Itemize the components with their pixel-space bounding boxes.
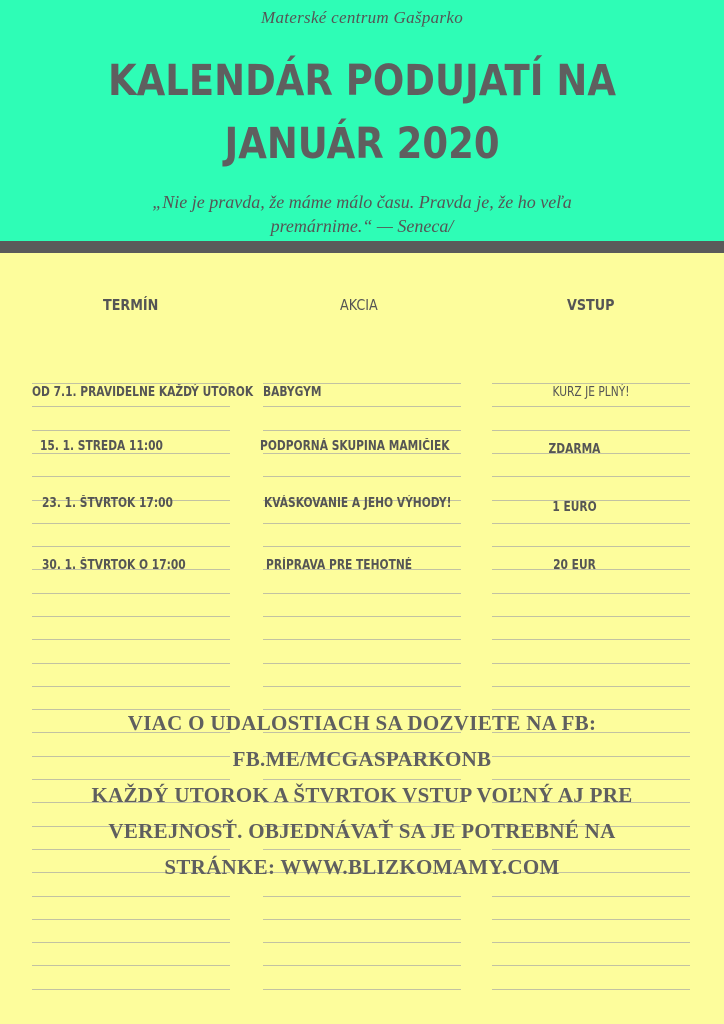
- row-2-term: 15. 1. STREDA 11:00: [40, 439, 163, 454]
- column-header-entry: VSTUP: [567, 296, 615, 314]
- ruled-line: [263, 406, 461, 407]
- ruled-line: [492, 989, 690, 990]
- ruled-line: [492, 546, 690, 547]
- ruled-line: [492, 430, 690, 431]
- ruled-line: [263, 686, 461, 687]
- ruled-line: [492, 383, 690, 384]
- quote-line-1: „Nie je pravda, že máme málo času. Pravda je, že ho veľa: [152, 192, 572, 212]
- ruled-line: [32, 639, 230, 640]
- ruled-line: [492, 593, 690, 594]
- ruled-line: [32, 919, 230, 920]
- footer-line-4: VEREJNOSŤ. OBJEDNÁVAŤ SA JE POTREBNÉ NA: [108, 819, 616, 843]
- ruled-line: [32, 406, 230, 407]
- row-1-event: BABYGYM: [263, 385, 322, 400]
- header-divider: [0, 241, 724, 253]
- ruled-line: [32, 523, 230, 524]
- ruled-line: [263, 663, 461, 664]
- title-line-2: JANUÁR 2020: [224, 119, 500, 169]
- ruled-line: [263, 476, 461, 477]
- row-3-event: KVÁSKOVANIE A JEHO VÝHODY!: [264, 496, 452, 511]
- ruled-line: [32, 383, 230, 384]
- ruled-line: [263, 896, 461, 897]
- ruled-line: [263, 965, 461, 966]
- title-line-1: KALENDÁR PODUJATÍ NA: [108, 56, 616, 106]
- ruled-line: [32, 593, 230, 594]
- ruled-line: [32, 896, 230, 897]
- footer-line-2: FB.ME/MCGASPARKONB: [232, 747, 492, 771]
- ruled-line: [492, 896, 690, 897]
- ruled-line: [263, 942, 461, 943]
- ruled-line: [492, 523, 690, 524]
- ruled-line: [32, 942, 230, 943]
- ruled-line: [32, 663, 230, 664]
- ruled-line: [492, 406, 690, 407]
- header-banner: [0, 0, 724, 241]
- ruled-line: [263, 639, 461, 640]
- ruled-line: [263, 383, 461, 384]
- ruled-line: [492, 919, 690, 920]
- ruled-line: [492, 616, 690, 617]
- ruled-line: [492, 965, 690, 966]
- row-4-event: PRÍPRAVA PRE TEHOTNÉ: [266, 558, 413, 573]
- ruled-line: [32, 430, 230, 431]
- organization-name: Materské centrum Gašparko: [260, 8, 463, 27]
- ruled-line: [263, 616, 461, 617]
- ruled-line: [263, 546, 461, 547]
- ruled-line: [32, 686, 230, 687]
- row-1-entry: KURZ JE PLNÝ!: [552, 385, 630, 400]
- ruled-line: [492, 686, 690, 687]
- ruled-line: [263, 919, 461, 920]
- footer-line-5: STRÁNKE: WWW.BLIZKOMAMY.COM: [164, 855, 560, 879]
- column-header-term: TERMÍN: [103, 296, 159, 314]
- ruled-line: [32, 965, 230, 966]
- row-3-entry: 1 EURO: [552, 500, 597, 515]
- row-2-event: PODPORNÁ SKUPINA MAMIČIEK: [260, 439, 450, 454]
- ruled-line: [263, 989, 461, 990]
- ruled-line: [32, 546, 230, 547]
- ruled-line: [492, 942, 690, 943]
- row-2-entry: ZDARMA: [548, 442, 601, 457]
- ruled-line: [263, 523, 461, 524]
- page-title: [51, 50, 674, 176]
- ruled-line: [32, 616, 230, 617]
- ruled-line: [492, 663, 690, 664]
- quote-line-2: premárnime.“ — Seneca/: [270, 216, 454, 236]
- column-header-event: AKCIA: [340, 296, 378, 314]
- quote: [80, 190, 644, 238]
- footer-line-3: KAŽDÝ UTOROK A ŠTVRTOK VSTUP VOĽNÝ AJ PRE: [91, 783, 633, 807]
- ruled-line: [32, 476, 230, 477]
- ruled-line: [492, 476, 690, 477]
- ruled-line: [263, 593, 461, 594]
- row-4-entry: 20 EUR: [553, 558, 596, 573]
- footer-line-1: VIAC O UDALOSTIACH SA DOZVIETE NA FB:: [127, 711, 597, 735]
- ruled-line: [32, 989, 230, 990]
- row-1-term: OD 7.1. PRAVIDELNE KAŽDÝ UTOROK: [32, 385, 254, 400]
- footer-info: [40, 705, 684, 885]
- row-4-term: 30. 1. ŠTVRTOK O 17:00: [42, 558, 186, 573]
- row-3-term: 23. 1. ŠTVRTOK 17:00: [42, 496, 173, 511]
- ruled-line: [263, 430, 461, 431]
- ruled-line: [492, 639, 690, 640]
